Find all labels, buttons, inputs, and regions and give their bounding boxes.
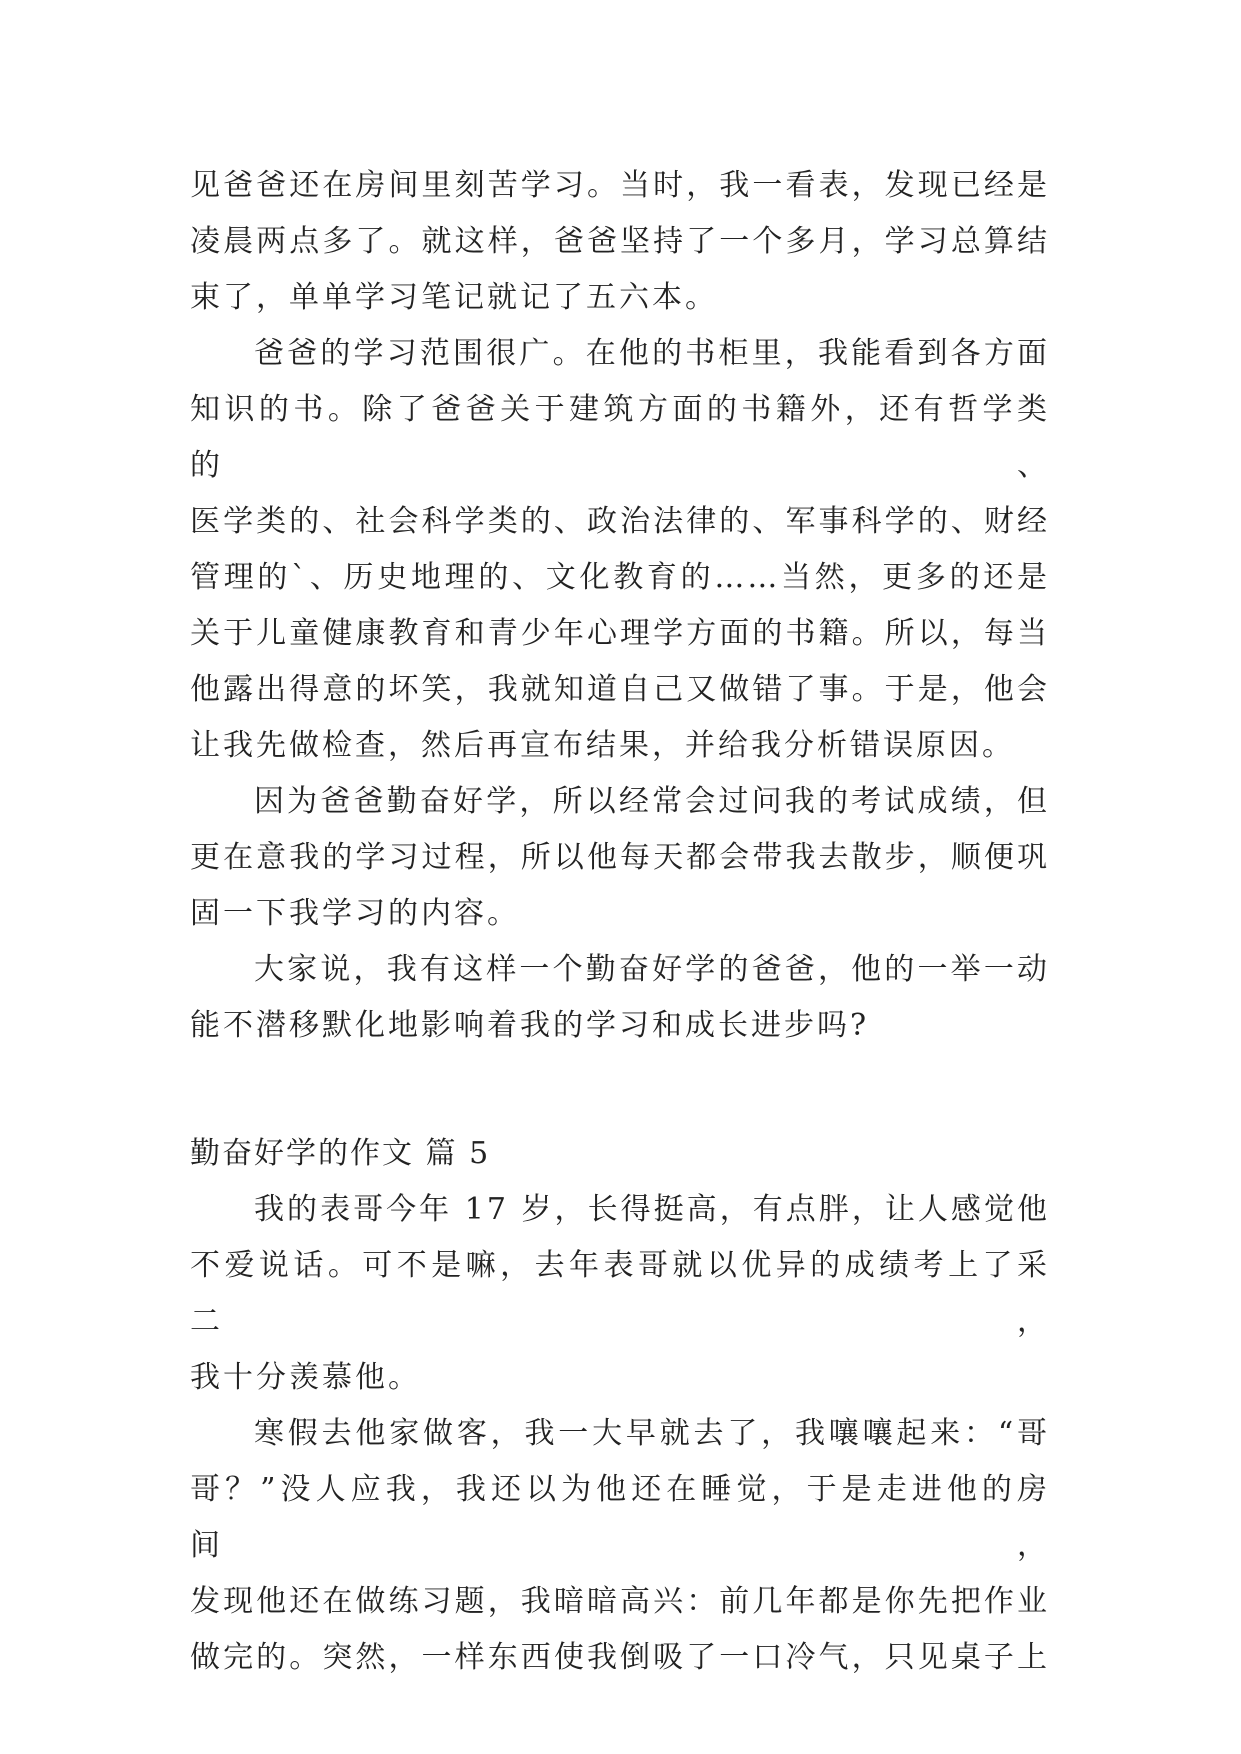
text-line: 大家说，我有这样一个勤奋好学的爸爸，他的一举一动 [254, 952, 1050, 987]
text-line: 发现他还在做练习题，我暗暗高兴：前几年都是你先把作业 [190, 1584, 1050, 1619]
paragraph [190, 1406, 1050, 1686]
text-line: 因为爸爸勤奋好学，所以经常会过问我的考试成绩，但 [254, 784, 1050, 819]
paragraph [190, 158, 1050, 326]
document-body [190, 158, 1050, 1686]
text-line: 束了，单单学习笔记就记了五六本。 [190, 280, 718, 315]
text-line: 我的表哥今年 17 岁，长得挺高，有点胖，让人感觉他 [254, 1192, 1050, 1227]
text-line: 见爸爸还在房间里刻苦学习。当时，我一看表，发现已经是 [190, 168, 1050, 203]
text-line: 寒假去他家做客，我一大早就去了，我嚷嚷起来：“哥 [254, 1416, 1050, 1451]
section-heading: 勤奋好学的作文 篇 5 [190, 1136, 491, 1171]
text-line: 我十分羡慕他。 [190, 1360, 421, 1395]
text-line: 关于儿童健康教育和青少年心理学方面的书籍。所以，每当 [190, 616, 1050, 651]
paragraph [190, 942, 1050, 1054]
paragraph [190, 774, 1050, 942]
text-line: 做完的。突然，一样东西使我倒吸了一口冷气，只见桌子上 [190, 1640, 1050, 1675]
text-line: 凌晨两点多了。就这样，爸爸坚持了一个多月，学习总算结 [190, 224, 1050, 259]
text-line: 更在意我的学习过程，所以他每天都会带我去散步，顺便巩 [190, 840, 1050, 875]
text-line: 爸爸的学习范围很广。在他的书柜里，我能看到各方面 [254, 336, 1050, 371]
text-line: 不爱说话。可不是嘛，去年表哥就以优异的成绩考上了采二， [190, 1248, 1050, 1339]
text-line: 让我先做检查，然后再宣布结果，并给我分析错误原因。 [190, 728, 1015, 763]
paragraph [190, 326, 1050, 774]
text-line: 管理的`、历史地理的、文化教育的……当然，更多的还是 [190, 560, 1050, 595]
text-line: 他露出得意的坏笑，我就知道自己又做错了事。于是，他会 [190, 672, 1050, 707]
text-line: 医学类的、社会科学类的、政治法律的、军事科学的、财经 [190, 504, 1050, 539]
section-spacer [190, 1054, 1050, 1126]
text-line: 固一下我学习的内容。 [190, 896, 520, 931]
text-line: 知识的书。除了爸爸关于建筑方面的书籍外，还有哲学类的、 [190, 392, 1050, 483]
paragraph [190, 1182, 1050, 1406]
text-line: 能不潜移默化地影响着我的学习和成长进步吗? [190, 1008, 870, 1043]
text-line: 哥？”没人应我，我还以为他还在睡觉，于是走进他的房间， [190, 1472, 1050, 1563]
